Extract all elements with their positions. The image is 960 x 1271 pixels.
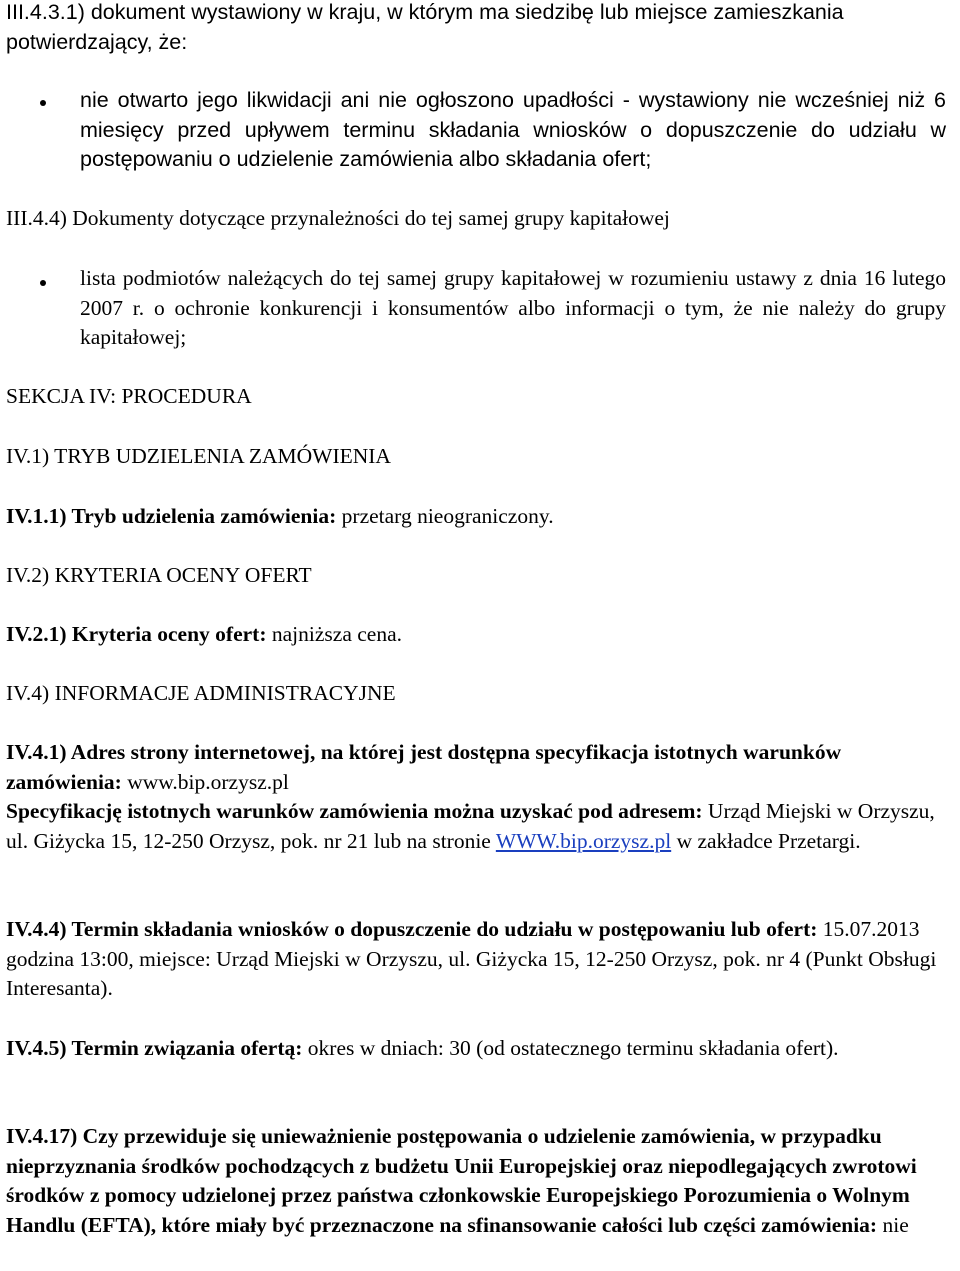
value-iv-2-1: najniższa cena. bbox=[266, 622, 402, 646]
section-title-procedure: SEKCJA IV: PROCEDURA bbox=[6, 384, 252, 408]
value-iv-4-5: okres w dniach: 30 (od ostatecznego terminu składania ofert). bbox=[302, 1036, 839, 1060]
heading-iv-4: IV.4) INFORMACJE ADMINISTRACYJNE bbox=[6, 681, 396, 705]
paragraph-iv-4-1 bbox=[6, 738, 952, 856]
section-heading-iii-4-3-1: III.4.3.1) dokument wystawiony w kraju, w którym ma siedzibę lub miejsce zamieszkania potwierdzający, że: bbox=[6, 0, 844, 54]
value-spec-address: Urząd Miejski w Orzyszu, ul. Giżycka 15, 12-250 Orzysz, pok. nr 21 lub na stronie bbox=[6, 799, 935, 853]
link-bip-orzysz[interactable]: WWW.bip.orzysz.pl bbox=[495, 828, 672, 853]
paragraph-iv-1-1 bbox=[6, 502, 952, 532]
label-iv-4-1: IV.4.1) Adres strony internetowej, na której jest dostępna specyfikacja istotnych warunków zamówienia: bbox=[6, 740, 842, 794]
bullet-icon bbox=[40, 100, 46, 106]
label-spec-address: Specyfikację istotnych warunków zamówienia można uzyskać pod adresem: bbox=[6, 799, 703, 823]
bullet-text-capital-group: lista podmiotów należących do tej samej grupy kapitałowej w rozumieniu ustawy z dnia 16 lutego 2007 r. o ochronie konkurencji i konsumentów albo informacji o tym, że nie należy do grupy kapitałowej; bbox=[80, 266, 946, 349]
paragraph-iv-4-17 bbox=[6, 1122, 952, 1240]
label-iv-4-4: IV.4.4) Termin składania wniosków o dopuszczenie do udziału w postępowaniu lub ofert: bbox=[6, 917, 818, 941]
value-iv-1-1: przetarg nieograniczony. bbox=[336, 504, 554, 528]
paragraph-iv-2-1 bbox=[6, 620, 952, 650]
paragraph-iv-4-5 bbox=[6, 1034, 952, 1064]
value-iv-4-17: nie bbox=[877, 1212, 909, 1237]
heading-iv-2: IV.2) KRYTERIA OCENY OFERT bbox=[6, 563, 312, 587]
label-iv-4-17: IV.4.17) Czy przewiduje się unieważnienie postępowania o udzielenie zamówienia, w przypadku nieprzyznania środków pochodzących z budżetu Unii Europejskiej oraz niepodlegających zwrotowi środków z pomocy udzielonej przez państwa członkowskie Europejskiego Porozumienia o Wolnym Handlu (EFTA), które miały być przeznaczone na sfinansowanie całości lub części zamówienia: bbox=[6, 1124, 917, 1237]
label-iv-4-5: IV.4.5) Termin związania ofertą: bbox=[6, 1036, 303, 1060]
label-iv-1-1: IV.1.1) Tryb udzielenia zamówienia: bbox=[6, 504, 337, 528]
value-iv-4-1: www.bip.orzysz.pl bbox=[121, 769, 289, 794]
paragraph-iv-4-4 bbox=[6, 915, 952, 1004]
bullet-text-liquidation: nie otwarto jego likwidacji ani nie ogłoszono upadłości - wystawiony nie wcześniej niż 6 miesięcy przed upływem terminu składania wniosków o dopuszczenie do udziału w postępowaniu o udzielenie zamówienia albo składania ofert; bbox=[80, 88, 946, 171]
section-heading-iii-4-4: III.4.4) Dokumenty dotyczące przynależności do tej samej grupy kapitałowej bbox=[6, 206, 670, 230]
bullet-icon bbox=[40, 280, 46, 286]
value-iv-4-4: 15.07.2013 godzina 13:00, miejsce: Urząd Miejski w Orzyszu, ul. Giżycka 15, 12-250 Orzysz, pok. nr 4 (Punkt Obsługi Interesanta). bbox=[6, 917, 937, 1000]
heading-iv-1: IV.1) TRYB UDZIELENIA ZAMÓWIENIA bbox=[6, 444, 391, 468]
label-iv-2-1: IV.2.1) Kryteria oceny ofert: bbox=[6, 622, 267, 646]
value-spec-tail: w zakładce Przetargi. bbox=[671, 828, 861, 853]
